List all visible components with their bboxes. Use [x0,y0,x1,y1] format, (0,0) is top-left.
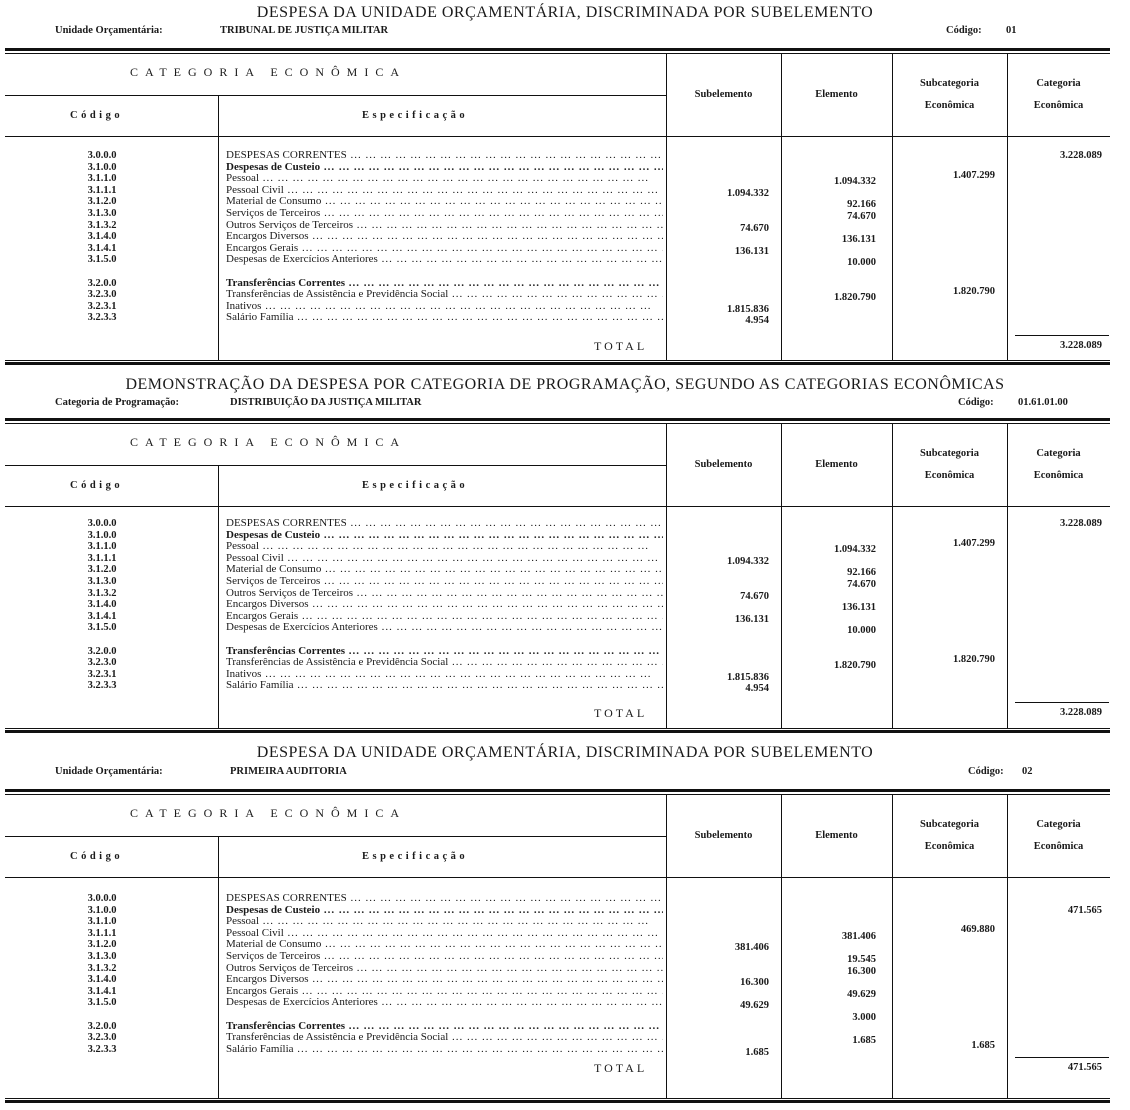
row-code: 3.1.1.0 [87,541,117,553]
row-code: 3.1.4.0 [87,599,117,611]
row-specification: Pessoal ... . [226,916,663,928]
row-code: 3.2.3.3 [87,312,117,324]
row-specification: Salário Família ... . [226,1044,663,1056]
total-label: TOTAL [594,706,648,720]
row-specification: Transferências de Assistência e Previdência Social ... . [226,1032,663,1044]
rule [5,418,1110,421]
row-code: 3.1.4.0 [87,974,117,986]
column-divider [218,837,219,1098]
row-specification [226,634,663,646]
row-specification: Salário Família ... . [226,312,663,324]
row-specification: Transferências Correntes ... . [226,646,663,658]
section-title: DESPESA DA UNIDADE ORÇAMENTÁRIA, DISCRIMINADA POR SUBELEMENTO [256,744,874,761]
value-elemento: 74.670 [847,211,876,222]
value-subelemento: 1.685 [745,1046,769,1058]
rule [5,423,1110,424]
rule [5,730,1110,733]
row-code: 3.1.1.1 [87,927,117,939]
value-elemento: 10.000 [847,257,876,269]
header-especificacao: Especificação [362,110,469,121]
row-code: 3.1.3.0 [87,207,117,219]
rule [5,1100,1110,1103]
row-specification: Serviços de Terceiros ... . [226,951,663,963]
rule [5,728,1110,729]
code-label: Código: [946,25,982,36]
row-specification: DESPESAS CORRENTES ... . [226,893,663,905]
row-specification: Pessoal ... . [226,173,663,185]
row-specification: Serviços de Terceiros ... . [226,208,663,220]
row-specification: Despesas de Exercícios Anteriores ... . [226,254,663,266]
row-code: 3.1.0.0 [87,161,117,173]
row-code: 3.2.0.0 [87,277,117,289]
row-code: 3.2.3.3 [87,680,117,692]
row-specification: Despesas de Custeio ... . [226,530,663,542]
row-specification: Transferências de Assistência e Previdência Social ... . [226,657,663,669]
row-specification [226,1009,663,1021]
row-specification: Transferências Correntes ... . [226,278,663,290]
row-specification: Encargos Diversos ... . [226,974,663,986]
row-code: 3.1.2.0 [87,196,117,208]
row-code: 3.0.0.0 [87,893,117,904]
value-elemento: 92.166 [847,567,876,579]
row-specification: Encargos Diversos ... . [226,231,663,243]
row-code: 3.2.3.1 [87,300,117,312]
row-code: 3.2.3.1 [87,668,117,680]
value-elemento: 1.820.790 [834,292,876,304]
value-elemento: 49.629 [847,988,876,1000]
rule [5,794,1110,795]
row-code: 3.1.3.0 [87,575,117,587]
unit-label: Unidade Orçamentária: [55,25,163,36]
code-label: Código: [968,766,1004,777]
code-value: 01 [1006,25,1017,36]
value-elemento: 92.166 [847,199,876,211]
row-code [62,266,142,278]
row-specification: Salário Família ... . [226,680,663,692]
value-subelemento: 1.815.836 [727,671,769,683]
row-code: 3.1.3.0 [87,950,117,962]
header-codigo: Código [70,851,124,862]
row-code: 3.1.0.0 [87,529,117,541]
value-subcategoria: 1.407.299 [953,537,995,549]
value-subelemento: 16.300 [740,977,769,989]
row-code [62,634,142,646]
total-value: 3.228.089 [1060,340,1102,351]
rule [5,789,1110,792]
value-elemento: 1.820.790 [834,660,876,672]
specification-column [226,150,663,324]
row-specification: Inativos ... . [226,669,663,681]
header-subelemento: Subelemento [694,459,753,470]
rule [5,360,1110,361]
row-specification: DESPESAS CORRENTES ... . [226,518,663,530]
rule [5,506,1110,507]
value-subelemento: 136.131 [734,613,769,625]
value-subcategoria: 1.407.299 [953,169,995,181]
row-specification: Outros Serviços de Terceiros ... . [226,588,663,600]
value-subelemento: 4.954 [745,315,769,327]
unit-label: Categoria de Programação: [55,397,180,408]
row-specification: Despesas de Exercícios Anteriores ... . [226,997,663,1009]
header-elemento: Elemento [815,830,858,841]
header-subcategoria-economica: Econômica [924,841,975,852]
row-code: 3.1.5.0 [87,997,117,1009]
row-specification: Pessoal Civil ... . [226,185,663,197]
row-specification: Encargos Diversos ... . [226,599,663,611]
total-label: TOTAL [594,339,648,353]
header-elemento: Elemento [815,89,858,100]
header-subcategoria-economica: Econômica [924,100,975,111]
row-specification: DESPESAS CORRENTES ... . [226,150,663,162]
value-elemento: 1.094.332 [834,544,876,556]
rule [5,95,666,96]
row-code: 3.1.5.0 [87,254,117,266]
header-subcategoria: Subcategoria [920,78,979,89]
row-specification: Material de Consumo ... . [226,939,663,951]
value-subcategoria: 1.820.790 [953,285,995,297]
rule [1015,1057,1109,1058]
column-divider [218,96,219,360]
rule [5,836,666,837]
rule [5,362,1110,365]
row-code: 3.2.3.0 [87,289,117,301]
unit-label: Unidade Orçamentária: [55,766,163,777]
row-code: 3.1.1.1 [87,184,117,196]
value-categoria: 3.228.089 [1060,150,1102,161]
code-column [62,150,142,324]
value-subelemento: 4.954 [745,683,769,695]
row-specification: Encargos Gerais ... . [226,243,663,255]
value-subelemento: 1.815.836 [727,303,769,315]
value-categoria: 471.565 [1067,904,1102,916]
code-value: 01.61.01.00 [1018,397,1068,408]
header-subcategoria-economica: Econômica [924,470,975,481]
unit-value: PRIMEIRA AUDITORIA [230,766,347,777]
specification-column [226,893,663,1055]
row-specification: Transferências de Assistência e Previdência Social ... . [226,289,663,301]
row-code: 3.2.0.0 [87,645,117,657]
row-specification: Despesas de Exercícios Anteriores ... . [226,622,663,634]
rule [1015,335,1109,336]
row-specification: Pessoal Civil ... . [226,553,663,565]
row-code: 3.1.3.2 [87,587,117,599]
header-categoria: Categoria [1036,819,1081,830]
value-subcategoria: 1.820.790 [953,653,995,665]
row-specification: Material de Consumo ... . [226,196,663,208]
column-divider [218,466,219,728]
row-specification: Encargos Gerais ... . [226,611,663,623]
section-title: DESPESA DA UNIDADE ORÇAMENTÁRIA, DISCRIMINADA POR SUBELEMENTO [256,4,874,21]
value-elemento: 3.000 [852,1012,876,1023]
unit-value: TRIBUNAL DE JUSTIÇA MILITAR [220,25,389,36]
code-value: 02 [1022,766,1033,777]
header-categoria-economica: CATEGORIA ECONÔMICA [130,435,407,449]
rule [5,877,1110,878]
row-specification: Outros Serviços de Terceiros ... . [226,220,663,232]
total-value: 471.565 [1067,1062,1102,1073]
total-label: TOTAL [594,1061,648,1075]
row-code: 3.1.4.1 [87,242,117,254]
row-code: 3.1.4.1 [87,985,117,997]
header-categoria-economica-col: Econômica [1033,100,1084,111]
value-elemento: 1.094.332 [834,176,876,188]
header-categoria-economica: CATEGORIA ECONÔMICA [130,65,407,79]
row-specification: Encargos Gerais ... . [226,986,663,998]
rule [5,465,666,466]
value-subelemento: 1.094.332 [727,187,769,199]
value-subelemento: 1.094.332 [727,555,769,567]
rule [5,48,1110,51]
code-column [62,518,142,692]
value-elemento: 1.685 [852,1035,876,1047]
specification-column [226,518,663,692]
value-subelemento: 74.670 [740,590,769,602]
header-especificacao: Especificação [362,851,469,862]
row-code: 3.1.4.0 [87,231,117,243]
row-specification: Serviços de Terceiros ... . [226,576,663,588]
value-elemento: 136.131 [841,602,876,614]
code-column [62,893,142,1055]
value-elemento: 19.545 [847,954,876,965]
row-code: 3.1.3.2 [87,962,117,974]
row-code: 3.1.0.0 [87,904,117,916]
header-categoria: Categoria [1036,448,1081,459]
value-elemento: 10.000 [847,625,876,637]
row-code: 3.1.1.0 [87,173,117,185]
row-specification [226,266,663,278]
rule [1015,702,1109,703]
row-code [62,1009,142,1021]
header-categoria: Categoria [1036,78,1081,89]
header-subelemento: Subelemento [694,830,753,841]
unit-value: DISTRIBUIÇÃO DA JUSTIÇA MILITAR [230,397,422,408]
header-codigo: Código [70,480,124,491]
row-code: 3.2.3.0 [87,657,117,669]
row-specification: Inativos ... . [226,301,663,313]
code-label: Código: [958,397,994,408]
value-subelemento: 49.629 [740,1000,769,1012]
row-specification: Despesas de Custeio ... . [226,905,663,917]
row-code: 3.2.3.3 [87,1043,117,1055]
value-elemento: 136.131 [841,234,876,246]
row-specification: Transferências Correntes ... . [226,1021,663,1033]
value-elemento: 381.406 [841,930,876,942]
value-categoria: 3.228.089 [1060,518,1102,529]
rule [5,1098,1110,1099]
header-subcategoria: Subcategoria [920,448,979,459]
row-specification: Despesas de Custeio ... . [226,162,663,174]
value-subcategoria: 1.685 [971,1040,995,1052]
row-code: 3.2.3.0 [87,1032,117,1044]
row-code: 3.1.1.0 [87,916,117,928]
row-specification: Material de Consumo ... . [226,564,663,576]
header-codigo: Código [70,110,124,121]
header-subelemento: Subelemento [694,89,753,100]
row-code: 3.1.2.0 [87,939,117,951]
row-code: 3.1.3.2 [87,219,117,231]
value-elemento: 16.300 [847,965,876,977]
value-subelemento: 136.131 [734,245,769,257]
row-code: 3.2.0.0 [87,1020,117,1032]
row-code: 3.0.0.0 [87,518,117,529]
value-elemento: 74.670 [847,579,876,590]
row-code: 3.0.0.0 [87,150,117,161]
row-code: 3.1.1.1 [87,552,117,564]
header-especificacao: Especificação [362,480,469,491]
row-code: 3.1.2.0 [87,564,117,576]
row-code: 3.1.5.0 [87,622,117,634]
total-value: 3.228.089 [1060,707,1102,718]
row-specification: Pessoal Civil ... . [226,928,663,940]
rule [5,53,1110,54]
value-subelemento: 381.406 [734,942,769,954]
header-categoria-economica: CATEGORIA ECONÔMICA [130,806,407,820]
section-title: DEMONSTRAÇÃO DA DESPESA POR CATEGORIA DE PROGRAMAÇÃO, SEGUNDO AS CATEGORIAS ECONÔMICAS [125,376,1005,393]
row-code: 3.1.4.1 [87,610,117,622]
row-specification: Pessoal ... . [226,541,663,553]
header-subcategoria: Subcategoria [920,819,979,830]
rule [5,136,1110,137]
header-categoria-economica-col: Econômica [1033,841,1084,852]
value-subcategoria: 469.880 [960,924,995,936]
header-categoria-economica-col: Econômica [1033,470,1084,481]
row-specification: Outros Serviços de Terceiros ... . [226,963,663,975]
value-subelemento: 74.670 [740,222,769,234]
header-elemento: Elemento [815,459,858,470]
